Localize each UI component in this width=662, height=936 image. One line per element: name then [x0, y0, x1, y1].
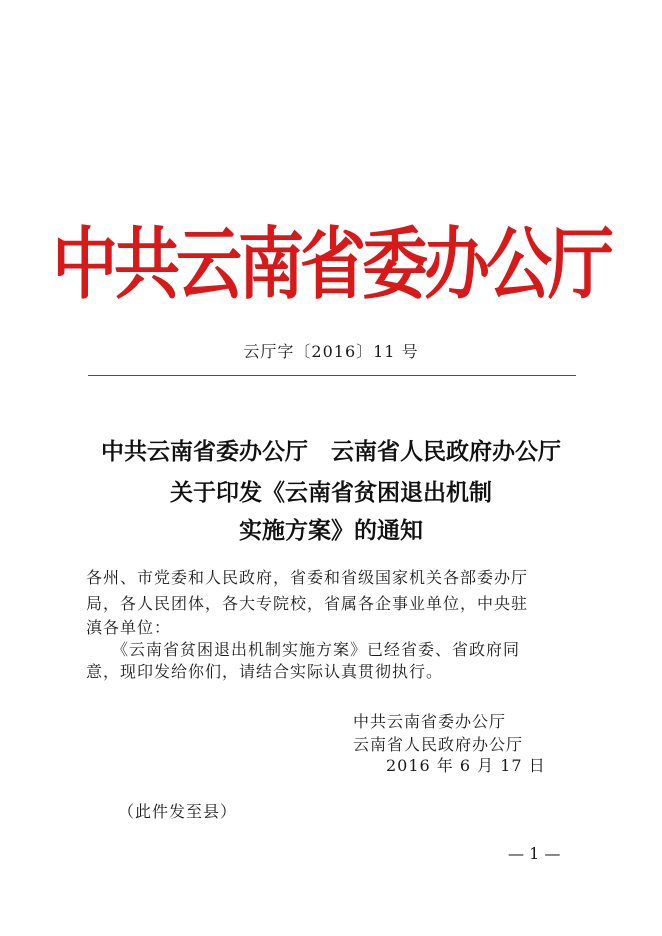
- page-number: — 1 —: [508, 844, 561, 863]
- body-line-2: 局，各人民团体，各大专院校，省属各企事业单位，中央驻: [86, 594, 529, 613]
- signature-org-1: 中共云南省委办公厅: [353, 712, 507, 731]
- body-line-4: 《云南省贫困退出机制实施方案》已经省委、省政府同: [86, 640, 521, 659]
- signature-date: 2016 年 6 月 17 日: [386, 756, 546, 775]
- body-line-5: 意，现印发给你们，请结合实际认真贯彻执行。: [86, 662, 444, 681]
- document-title-line-1: 中共云南省委办公厅 云南省人民政府办公厅: [101, 438, 561, 465]
- body-line-1: 各州、市党委和人民政府，省委和省级国家机关各部委办厅: [86, 568, 529, 587]
- document-title-line-2: 关于印发《云南省贫困退出机制: [170, 479, 492, 506]
- document-number: 云厅字〔2016〕11 号: [243, 342, 419, 361]
- signature-org-2: 云南省人民政府办公厅: [353, 735, 524, 754]
- distribution-note: （此件发至县）: [118, 802, 238, 821]
- issuer-header: 中共云南省委办公厅: [52, 219, 610, 310]
- document-title-line-3: 实施方案》的通知: [239, 517, 423, 544]
- red-divider: [88, 375, 576, 376]
- body-line-3: 滇各单位：: [86, 618, 172, 637]
